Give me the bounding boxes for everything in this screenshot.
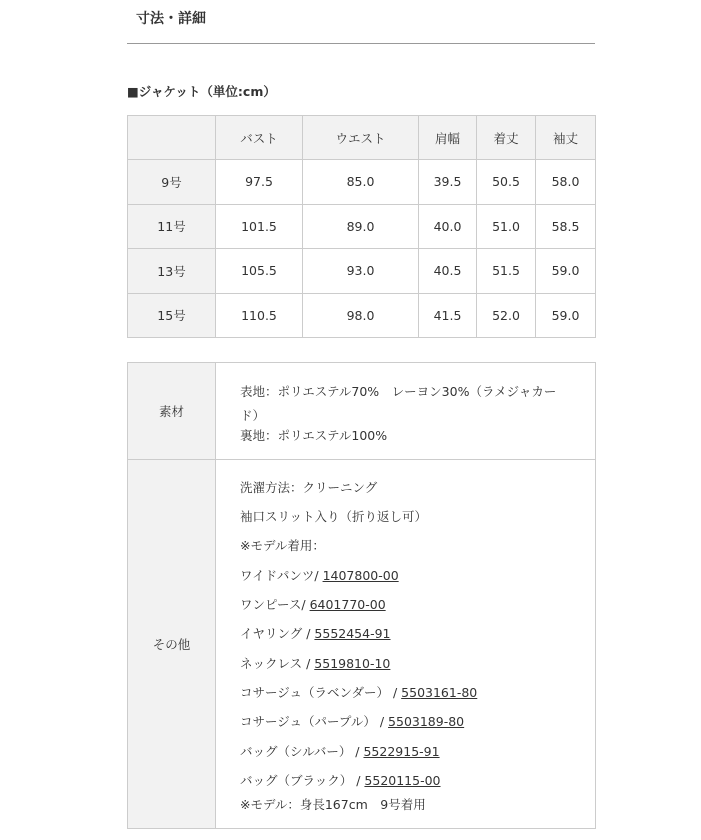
size-table-header-row bbox=[128, 116, 596, 160]
detail-line bbox=[240, 473, 571, 502]
size-cell: 97.5 bbox=[216, 160, 303, 205]
size-cell: 51.0 bbox=[477, 204, 536, 249]
size-cell: 52.0 bbox=[477, 293, 536, 338]
size-cell: 93.0 bbox=[303, 249, 419, 294]
material-label: 素材 bbox=[128, 363, 216, 460]
product-code-link[interactable]: 6401770-00 bbox=[309, 597, 386, 613]
size-cell: 59.0 bbox=[536, 293, 596, 338]
detail-line-text: コサージュ（ラベンダー） / bbox=[240, 684, 402, 700]
detail-line-text: ネックレス / bbox=[240, 655, 315, 671]
size-cell: 58.5 bbox=[536, 204, 596, 249]
product-code-link[interactable]: 5520115-00 bbox=[364, 772, 441, 788]
product-code-link[interactable]: 1407800-00 bbox=[322, 567, 399, 583]
detail-line bbox=[240, 502, 571, 531]
size-column-header: 肩幅 bbox=[419, 116, 477, 160]
detail-line-text: バッグ（ブラック） / bbox=[240, 772, 365, 788]
size-column-header: ウエスト bbox=[303, 116, 419, 160]
detail-line bbox=[240, 649, 571, 678]
size-label: 15号 bbox=[128, 293, 216, 338]
other-label: その他 bbox=[128, 460, 216, 829]
product-code-link[interactable]: 5503189-80 bbox=[388, 714, 465, 730]
material-row bbox=[128, 363, 596, 460]
product-code-link[interactable]: 5503161-80 bbox=[401, 684, 478, 700]
size-table-row bbox=[128, 293, 596, 338]
size-cell: 40.0 bbox=[419, 204, 477, 249]
size-column-header: バスト bbox=[216, 116, 303, 160]
detail-line bbox=[240, 619, 571, 648]
detail-table bbox=[127, 362, 596, 829]
detail-line-text: コサージュ（パープル） / bbox=[240, 714, 389, 730]
size-label: 11号 bbox=[128, 204, 216, 249]
size-label: 9号 bbox=[128, 160, 216, 205]
size-cell: 51.5 bbox=[477, 249, 536, 294]
detail-line bbox=[240, 590, 571, 619]
detail-line-text: 洗濯方法：クリーニング bbox=[240, 479, 378, 495]
detail-line-text: ※モデル：身長167cm 9号着用 bbox=[240, 797, 426, 813]
size-table-row bbox=[128, 204, 596, 249]
detail-line-text: ※モデル着用： bbox=[240, 538, 325, 554]
title-divider bbox=[127, 43, 595, 44]
product-code-link[interactable]: 5522915-91 bbox=[363, 743, 440, 759]
detail-line bbox=[240, 707, 571, 736]
size-cell: 41.5 bbox=[419, 293, 477, 338]
size-table-row bbox=[128, 249, 596, 294]
detail-line bbox=[240, 737, 571, 766]
size-cell: 40.5 bbox=[419, 249, 477, 294]
size-table bbox=[127, 115, 596, 338]
size-cell: 101.5 bbox=[216, 204, 303, 249]
detail-line bbox=[240, 531, 571, 560]
detail-line-text: イヤリング / bbox=[240, 626, 315, 642]
detail-line bbox=[240, 561, 571, 590]
material-line: 表地：ポリエステル70% レーヨン30%（ラメジャカー bbox=[240, 383, 557, 399]
size-cell: 110.5 bbox=[216, 293, 303, 338]
other-content bbox=[216, 460, 596, 829]
size-label: 13号 bbox=[128, 249, 216, 294]
size-column-header: 袖丈 bbox=[536, 116, 596, 160]
size-table-heading: ■ジャケット（単位:cm） bbox=[127, 84, 276, 99]
material-line: ド） bbox=[240, 407, 266, 423]
product-code-link[interactable]: 5552454-91 bbox=[314, 626, 391, 642]
size-cell: 98.0 bbox=[303, 293, 419, 338]
section-title: 寸法・詳細 bbox=[136, 11, 206, 27]
size-cell: 39.5 bbox=[419, 160, 477, 205]
size-cell: 50.5 bbox=[477, 160, 536, 205]
detail-line-text: 袖口スリット入り（折り返し可） bbox=[240, 509, 428, 525]
detail-line-text: ワンピース/ bbox=[240, 597, 310, 613]
size-cell: 105.5 bbox=[216, 249, 303, 294]
size-cell: 59.0 bbox=[536, 249, 596, 294]
size-cell: 58.0 bbox=[536, 160, 596, 205]
size-column-header bbox=[128, 116, 216, 160]
size-cell: 89.0 bbox=[303, 204, 419, 249]
detail-line-text: バッグ（シルバー） / bbox=[240, 743, 364, 759]
size-cell: 85.0 bbox=[303, 160, 419, 205]
detail-line bbox=[240, 766, 571, 795]
detail-line bbox=[240, 678, 571, 707]
material-line: 裏地：ポリエステル100% bbox=[240, 427, 388, 443]
size-column-header: 着丈 bbox=[477, 116, 536, 160]
size-table-row bbox=[128, 160, 596, 205]
other-row bbox=[128, 460, 596, 829]
material-content bbox=[216, 363, 596, 460]
detail-line-text: ワイドパンツ/ bbox=[240, 567, 323, 583]
product-code-link[interactable]: 5519810-10 bbox=[314, 655, 391, 671]
detail-line bbox=[240, 795, 571, 815]
